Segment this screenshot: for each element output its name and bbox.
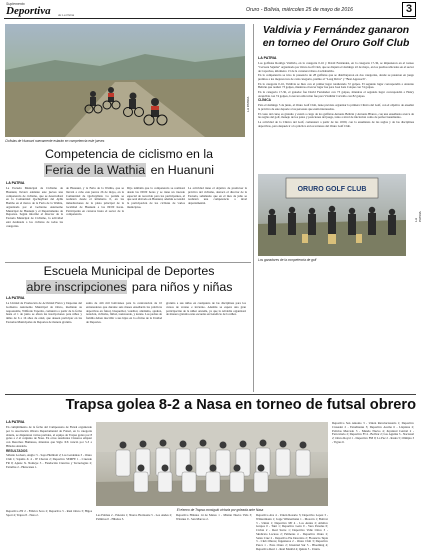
futsal-col-2: Deportivo San Antonio 3 - Unión Revolucionaria 1; Deportivo Crusader 2 - Estudiantes 5; Deportivo Aroma 6 - Llapistas 2; Policías Mercado 3 - Mundo Nuevo 4; Juventud Central 2 - Ferroviario 2; Deportivo FI 4 - Bolívar 2; Las Águilas 3 - Nacional 2; Oruro Royal 1 - Deportivo FM 0; La Paz 2 - Rauta 5; Olimpia 3 - Tigres 0. bbox=[332, 421, 414, 444]
golf-left-rule bbox=[253, 24, 254, 392]
futsal-photo bbox=[96, 422, 328, 506]
futsal-bottom-2: Las Palmas 2 - Palestra 1; Nuevo Horizonte 5 - Los Andes 2; Palmitos 0 - Hilados 3. bbox=[96, 513, 172, 521]
schools-headline bbox=[6, 264, 252, 296]
masthead-tagline: de La Patria bbox=[58, 13, 75, 17]
cycling-headline-tail: en Huanuni bbox=[150, 163, 214, 177]
cycling-col-2: de Huanuni, y la Feria de la Wathia, que se llevará a cabo este jueves 26 de mayo, en la Comunidad de Qochuyllani. La partida se realizará desde el kilómetro 0, en las inmediaciones de la plaza principal de la localidad de Huanuni a las 09:00 horas. Participarán en carreras hasta el sector de la competencia. bbox=[66, 186, 124, 217]
futsal-photo-caption: El elenco de Trapsa consiguió victoria por goleada ante Nasa bbox=[176, 508, 264, 512]
futsal-kicker: LA PATRIA bbox=[6, 420, 25, 424]
schools-headline-tail: para niños y niñas bbox=[131, 280, 233, 294]
futsal-col-1 bbox=[6, 426, 92, 508]
page-number: 3 bbox=[402, 2, 416, 17]
cycling-col-4: La actividad tiene el objetivo de promover la práctica del ciclismo, destacó el director de la Escuela, señalando que en el mes de julio se realizará una competencia a nivel departamental. bbox=[188, 186, 247, 205]
cycling-headline-highlight: Feria de la Wathia bbox=[45, 163, 146, 177]
futsal-headline: Trapsa golea 8-2 a Nasa en torneo de futsal obrero bbox=[65, 397, 416, 413]
cycling-col-3: Dijo también que la competencia se realizará desde las 09:00 horas y se tiene un trazado especial de recorrido para los participantes, el que será ubicado en Huanuni, además se tendrá la participación de los ciclistas de varios municipios. bbox=[127, 186, 185, 209]
cycling-photo-caption: Ciclistas de Huanuni nuevamente estarán en competencia este jueves bbox=[5, 139, 105, 143]
futsal-results-1: Sábado Lockers, Anglo: 5 - Sopa Humbolt 2; Las Gardenias 3 - Oruro Club 1; Sajama Jr. 4 - JP Chacón 2; Deportivo SEMFE 1 - Cruzado FR 0; Ajuste X. Nomeye 3 - Fundación Ciencias y Tecnologías 2; Estrellas 2 - Huracanes 1. bbox=[6, 453, 92, 469]
cycling-headline-line1: Competencia de ciclismo en la bbox=[44, 147, 214, 161]
masthead-brand-small: Suplemento bbox=[6, 2, 25, 6]
masthead-dateline: Oruro - Bolivia, miércoles 25 de mayo de 2016 bbox=[246, 7, 353, 13]
schools-col-3: gratuita a sus niños en cualquiera de las disciplinas para los cursos de verano e invierno. Además se espera una gran participación de la niñez orureña, ya que la Alcaldía organizará de manera gratuita estas escuelas en beneficio de la niñez. bbox=[166, 301, 246, 317]
futsal-top-rule bbox=[5, 394, 416, 395]
golf-banner-text: ORURO GOLF CLUB bbox=[297, 186, 367, 193]
golf-headline: Valdivia y Fernández ganaron en torneo del Oruro Golf Club bbox=[262, 25, 410, 49]
golf-kicker: LA PATRIA bbox=[258, 56, 277, 60]
masthead-logo bbox=[6, 2, 86, 18]
golf-paragraph: En la categoría 17-36, el ganador fue David Fernández con 73 golpes, mientras el segundo lugar correspondió a Henry Arancibia con 74 golpes, la tercera ubicación fue para Vladimir Carvallo con 82 golpes. bbox=[258, 89, 414, 98]
golf-photo bbox=[258, 174, 406, 256]
golf-body bbox=[258, 62, 414, 170]
golf-photo-art bbox=[258, 174, 406, 256]
golf-paragraph: El costo del curso es gratuito y estará a cargo de los golfistas Antonio Beltrán y Antonio Blanco, con una enseñanza acerca de las reglas del golf, manejo de los palos y posiciones del juego, tanto a nivel de iniciación como de perfeccionamiento. bbox=[258, 111, 414, 120]
futsal-bottom-4: Deportivo Ave 4 - Unión Rosario 3; Deportivo Lopez 3 - Wilstermann 1; Jorge Wilstermann 1 - Moscón 1; Bolivar 3 - Unión 1; Deportivo MJ 4 - Los Andes 2; Atlético Grupos 0 - Tuni 1; Deportivo León 0 - Vera Paredes 0; Ciclón 2 - Real Sucre 1; Deportivo Valle Chico 3 - Sindicato Lacteos 2; Palmeras 4 - Deportivo Oruro 2; Santa Cruz 2 - Deportivo Pie Descalzo 2; Florencio Tapia 3 - Club Obrero; Ingenieros 2 - Oruro Club 3; Deportivo Pesca 1 - Puro Oruro 2; Juventud Sur 5 - Blooming 4; Deportivo Real 1 - Real Madrid 4; Quinta 5 - Unión. bbox=[256, 513, 328, 551]
futsal-photo-art bbox=[96, 422, 328, 506]
masthead-rule bbox=[4, 18, 416, 19]
cycling-headline bbox=[6, 147, 252, 179]
cycling-photo-art bbox=[5, 24, 245, 137]
schools-kicker: LA PATRIA bbox=[6, 296, 25, 300]
cycling-photo bbox=[5, 24, 245, 137]
schools-col-1: La Unidad de Promoción de Actividad Física y Deportes del Gobierno Autónomo Municipal de Oruro, mediante su responsable, Wilfredo Taperita, comunica a partir de la fecha hasta el 1 de junio se abren las inscripciones para niños y niñas de 6 a 16 años de edad, que deseen participar en las Escuelas Municipales de Deportes de manera gratuita. bbox=[6, 301, 82, 324]
golf-paragraph: En la categoría 0-16, Valdivia se hizo con el primer lugar totalizando 72 golpes. El segundo lugar correspondió a Antonio Beltrán que realizó 73 golpes, mientras el tercer lugar fue para José Luis Colque con 74 golpes. bbox=[258, 81, 414, 90]
golf-photo-side-label: LA PATRIA bbox=[414, 211, 422, 222]
futsal-bottom-3: Deportivo Hilados 14 de Marzo 1 - Misión Nueva Vida 3; Wiranus 0 - San Marcos 2. bbox=[176, 513, 252, 521]
futsal-bottom-1: Deportivo ZN 2 - Fábrica Seco 2; Deportivo 5 - Real Oruro 3; Higos Sport 4; Trapsa 8 - Nasa 2. bbox=[6, 509, 92, 517]
golf-paragraph: Para el domingo 5 de junio, el Oruro Golf Club, tiene previsto organizar la primera Clínica del Golf, con el objetivo de enseñar la práctica de este deporte a las personas que estén interesadas. bbox=[258, 103, 414, 111]
schools-headline-line1: Escuela Municipal de Deportes bbox=[43, 264, 215, 278]
schools-col-2: suma de 416 mil bolivianos para la contratación de 10 entrenadores que durante seis meses enseñarán las prácticas deportivas en futsal, básquetbol, voleibol, atletismo, ajedrez, natación, ciclismo, fútbol, taekwondo, y karate. Los padres de familia deben inscribir a sus hijos en la oficina de la Unidad de Deportes. bbox=[86, 301, 162, 324]
masthead bbox=[0, 0, 420, 20]
cycling-kicker: LA PATRIA bbox=[6, 181, 25, 185]
golf-photo-caption: Los ganadores de la competencia de golf bbox=[258, 258, 317, 262]
futsal-intro: En cumplimiento de la fecha del Campeonato de Futsal organizado por la Asociación Obrera Departamental de Futsal, en la categoría abierta, se disputaron varios partidos, el equipo de Trapsa goleó por 8 goles a 2 al conjunto de Nasa. En otros resultados Cisneros empató con Derechos Humanos, mientras que Siglo XX venció por 5-3 a Hilados Anzaldo. bbox=[6, 425, 92, 448]
golf-paragraph: Los golfistas Rodrigo Valdivia, en la categoría 0-16 y David Fernández, en la categoría 17-36, se impusieron en el torneo "Cerveza Sajama" organizado por Oruro Golf Club, que se disputó el domingo 22 de mayo, en los predios ubicados en el sector de Capachos, kilómetro 13 de la carretera Oruro-Cochabamba. bbox=[258, 61, 414, 73]
golf-paragraph: En la competencia se tuvo la presencia de 28 golfistas que se distribuyeron en dos categorías, donde se pusieron en juego premios a los mejores tres de cada categoría, premio al "Long Drive" y "Best Approach". bbox=[258, 73, 414, 81]
golf-subhead: CLÍNICA bbox=[258, 98, 271, 103]
futsal-subhead: RESULTADOS bbox=[6, 448, 28, 453]
cycling-photo-side-label: LA PATRIA bbox=[246, 96, 250, 112]
cycling-col-1: La Escuela Municipal de Ciclismo de Huanuni, llevará adelante este jueves una competencia de ciclismo, que se desarrollará en la Comunidad Qochuyllani del Ayllu Bombo en el marco de la Feria de la Wathia, organizada por el Gobierno Autónomo Municipal de Huanuni y el Departamento de Deportes. Según informó el director de la Escuela Municipal de Ciclismo, la actividad está destinada a los ciclistas de todas las categorías. bbox=[6, 186, 63, 228]
golf-paragraph: La actividad de la Clínica del Golf, comenzará a partir de las 10:00, con la enseñanza de las reglas y de las disciplinas deportivas, para después ir a la práctica en los terrenos del Oruro Golf Club. bbox=[258, 119, 414, 128]
schools-headline-highlight: abre inscripciones bbox=[26, 280, 127, 294]
schools-top-rule bbox=[5, 262, 251, 263]
masthead-brand: Deportiva bbox=[6, 5, 51, 17]
